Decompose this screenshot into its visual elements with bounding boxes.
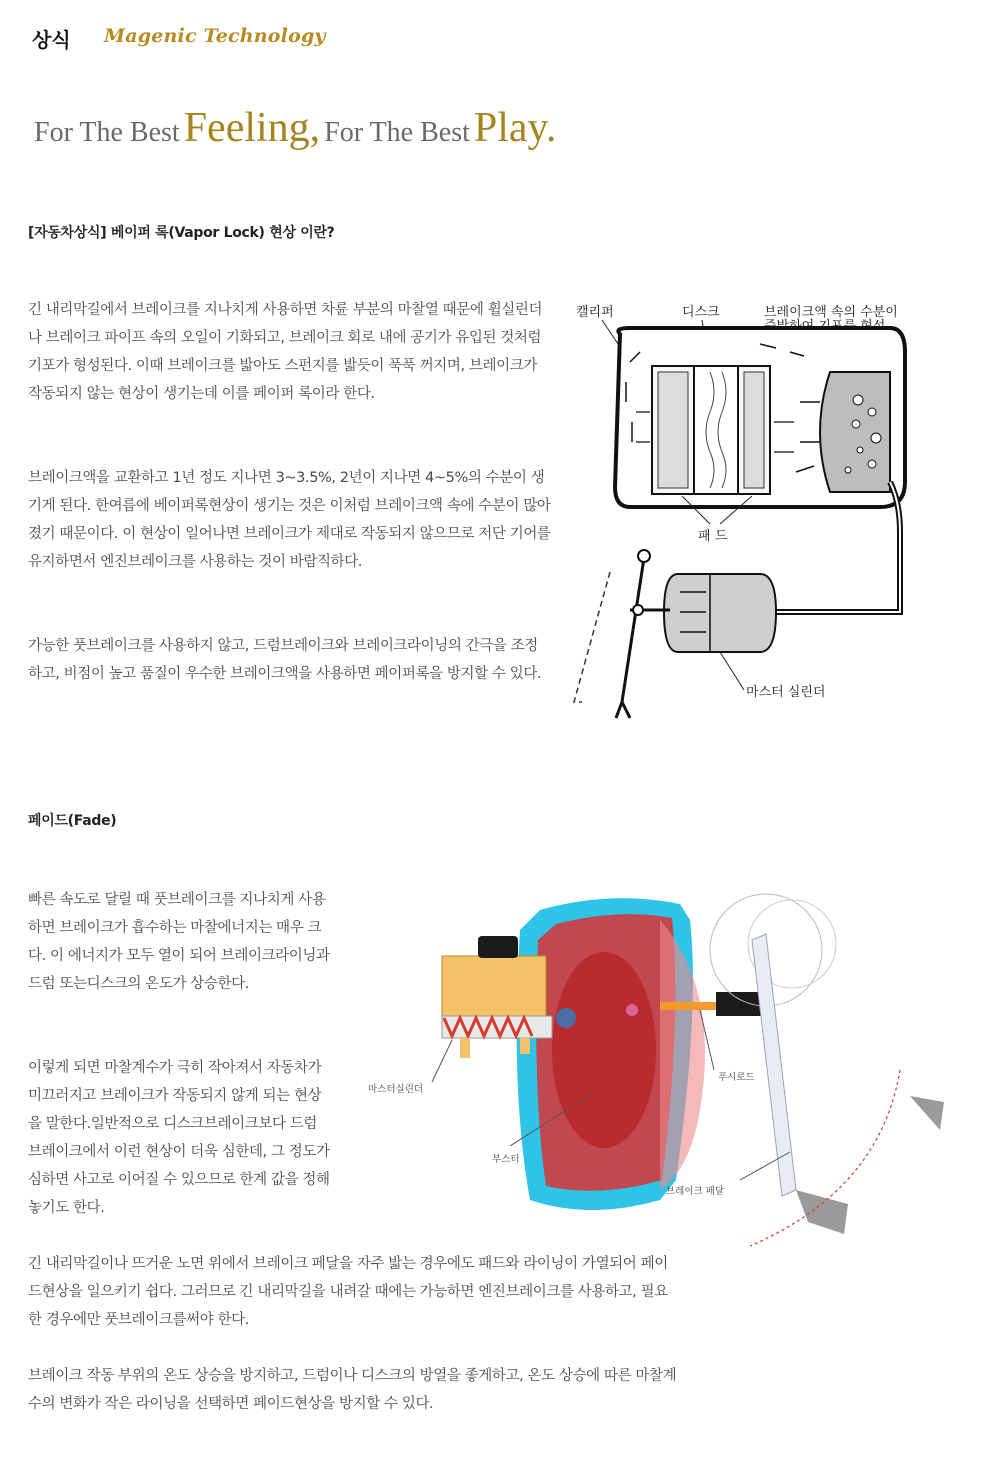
slogan: [34, 104, 556, 152]
vapor-lock-heading: [자동차상식] 베이퍼 록(Vapor Lock) 현상 이란?: [28, 225, 335, 241]
vapor-lock-paragraph-2: 브레이크액을 교환하고 1년 정도 지나면 3~3.5%, 2년이 지나면 4~5%의 수분이 생기게 된다. 한여름에 베이퍼록현상이 생기는 것은 이처럼 브레이크액 속에 수분이 많아졌기 때문이다. 이 현상이 일어나면 브레이크가 제대로 작동되지 않으므로 저단 기어를 유지하면서 엔진브레이크를 사용하는 것이 바람직하다.: [28, 470, 551, 570]
slogan-part1: For The Best: [34, 117, 180, 148]
vapor-lock-diagram: [560, 292, 950, 724]
brake-booster-figure: [360, 890, 955, 1250]
pad-label: 패 드: [698, 529, 728, 544]
brake-pedal-label: 브레이크 페달: [666, 1186, 725, 1197]
vapor-lock-paragraph-3: 가능한 풋브레이크를 사용하지 않고, 드럼브레이크와 브레이크라이닝의 간극을 조정하고, 비점이 높고 품질이 우수한 브레이크액을 사용하면 페이퍼록을 방지할 수 있다.: [28, 638, 542, 682]
vapor-lock-paragraph-1: 긴 내리막길에서 브레이크를 지나치게 사용하면 차륜 부분의 마찰열 때문에 휠실린더나 브레이크 파이프 속의 오일이 기화되고, 브레이크 회로 내에 공기가 유입된 것처럼 기포가 형성된다. 이때 브레이크를 밟아도 스펀지를 밟듯이 푹푹 꺼지며, 브레이크가 작동되지 않는 현상이 생기는데 이를 페이퍼 록이라 한다.: [28, 302, 543, 402]
push-rod-label: 푸시로드: [718, 1072, 755, 1083]
caliper-label: 캘리퍼: [576, 305, 614, 320]
fade-heading: 페이드(Fade): [28, 813, 117, 829]
fade-paragraph-1: 빠른 속도로 달릴 때 풋브레이크를 지나치게 사용하면 브레이크가 흡수하는 마찰에너지는 매우 크다. 이 에너지가 모두 열이 되어 브레이크라이닝과 드럼 또는디스크의 온도가 상승한다.: [28, 892, 330, 992]
master-cylinder-label-fade: 마스터실린더: [368, 1084, 424, 1095]
slogan-word1: Feeling,: [183, 105, 321, 151]
booster-label: 부스터: [492, 1154, 520, 1165]
fade-paragraph-2: 이렇게 되면 마찰계수가 극히 작아져서 자동차가 미끄러지고 브레이크가 작동되지 않게 되는 현상을 말한다.일반적으로 디스크브레이크보다 드럼브레이크에서 이런 현상이 더욱 심한데, 그 정도가 심하면 사고로 이어질 수 있으므로 한계 값을 정해놓기도 한다.: [28, 1060, 330, 1216]
slogan-word2: Play.: [473, 105, 557, 151]
master-cylinder-label: 마스터 실린더: [746, 685, 826, 700]
category-label: 상식: [32, 28, 71, 52]
slogan-part2: For The Best: [324, 117, 470, 148]
fade-paragraph-4: 브레이크 작동 부위의 온도 상승을 방지하고, 드럼이나 디스크의 방열을 좋게하고, 온도 상승에 따른 마찰계수의 변화가 작은 라이닝을 선택하면 페이드현상을 방지할 수 있다.: [28, 1368, 677, 1412]
brand-name: Magenic Technology: [104, 25, 326, 47]
fade-paragraph-3: 긴 내리막길이나 뜨거운 노면 위에서 브레이크 페달을 자주 밟는 경우에도 패드와 라이닝이 가열되어 페이드현상을 일으키기 쉽다. 그러므로 긴 내리막길을 내려갈 때에는 가능하면 엔진브레이크를 사용하고, 필요한 경우에만 풋브레이크를써야 한다.: [28, 1256, 668, 1328]
bubbles-label-1: 브레이크액 속의 수분이: [764, 305, 898, 320]
disc-label: 디스크: [682, 305, 720, 320]
